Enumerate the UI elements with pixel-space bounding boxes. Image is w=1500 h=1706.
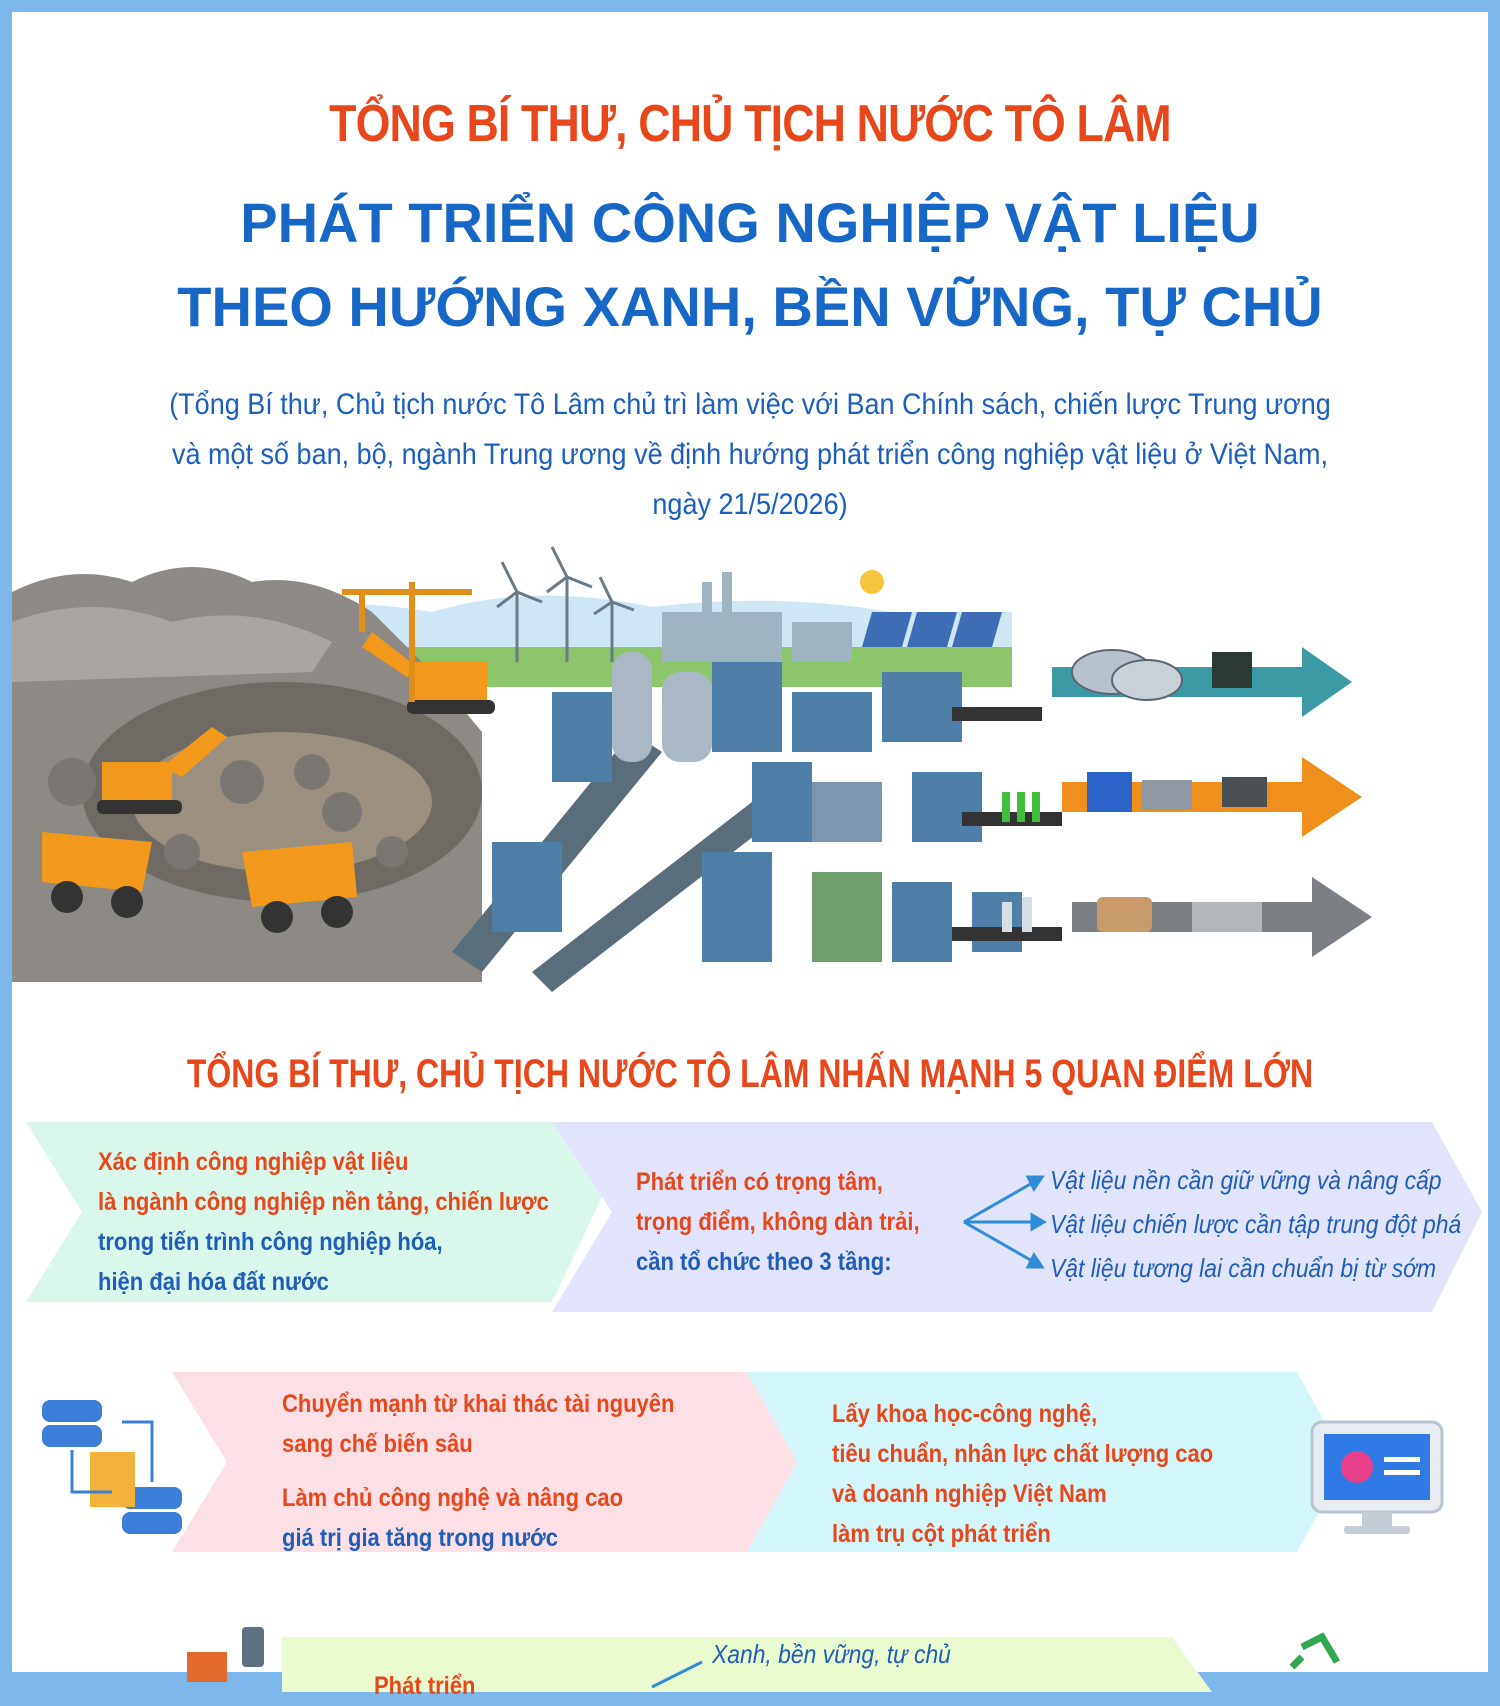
v4-line1: Lấy khoa học-công nghệ, (832, 1400, 1098, 1428)
v4-line3: và doanh nghiệp Việt Nam (832, 1480, 1107, 1508)
chevron-layer (12, 12, 1488, 1672)
v1-line4: hiện đại hóa đất nước (98, 1268, 329, 1296)
v2-branch-3: Vật liệu tương lai cần chuẩn bị từ sớm (1050, 1253, 1437, 1283)
main-title-line1: PHÁT TRIỂN CÔNG NGHIỆP VẬT LIỆU (240, 191, 1260, 254)
robot-arm-icon (187, 1627, 264, 1682)
v3-line1: Chuyển mạnh từ khai thác tài nguyên (282, 1390, 675, 1418)
infographic-sheet (12, 12, 1488, 1700)
v2-line3: cần tổ chức theo 3 tầng: (636, 1248, 892, 1276)
v5-branch-1: Xanh, bền vững, tự chủ (712, 1639, 951, 1669)
monitor-science-icon (1312, 1422, 1442, 1534)
v1-line1: Xác định công nghiệp vật liệu (98, 1148, 409, 1176)
subtitle-line1: (Tổng Bí thư, Chủ tịch nước Tô Lâm chủ trì làm việc với Ban Chính sách, chiến lược Trung ương (169, 388, 1331, 421)
section-heading: TỔNG BÍ THƯ, CHỦ TỊCH NƯỚC TÔ LÂM NHẤN MẠNH 5 QUAN ĐIỂM LỚN (186, 1052, 1314, 1096)
v4-line2: tiêu chuẩn, nhân lực chất lượng cao (832, 1440, 1214, 1468)
v2-branch-1: Vật liệu nền cần giữ vững và nâng cấp (1050, 1165, 1442, 1195)
v3-line2: sang chế biến sâu (282, 1430, 473, 1458)
v2-line2: trọng điểm, không dàn trải, (636, 1208, 920, 1236)
recycle-icon (1292, 1637, 1337, 1667)
v3-line3: Làm chủ công nghệ và nâng cao (282, 1484, 624, 1512)
v2-line1: Phát triển có trọng tâm, (636, 1168, 883, 1196)
subtitle-line2: và một số ban, bộ, ngành Trung ương về định hướng phát triển công nghiệp vật liệu ở Việt Nam, (172, 438, 1328, 471)
v4-line4: làm trụ cột phát triển (832, 1520, 1051, 1548)
v3-line4: giá trị gia tăng trong nước (282, 1524, 559, 1552)
main-title-line2: THEO HƯỚNG XANH, BỀN VỮNG, TỰ CHỦ (177, 275, 1323, 338)
v1-line2: là ngành công nghiệp nền tảng, chiến lược (98, 1188, 549, 1216)
kicker-title: TỔNG BÍ THƯ, CHỦ TỊCH NƯỚC TÔ LÂM (329, 95, 1171, 153)
v2-branch-2: Vật liệu chiến lược cần tập trung đột phá (1050, 1209, 1462, 1239)
server-transfer-icon (42, 1400, 182, 1534)
v1-line3: trong tiến trình công nghiệp hóa, (98, 1228, 443, 1256)
subtitle-line3: ngày 21/5/2026) (652, 488, 848, 521)
v5-line1: Phát triển (374, 1672, 476, 1700)
